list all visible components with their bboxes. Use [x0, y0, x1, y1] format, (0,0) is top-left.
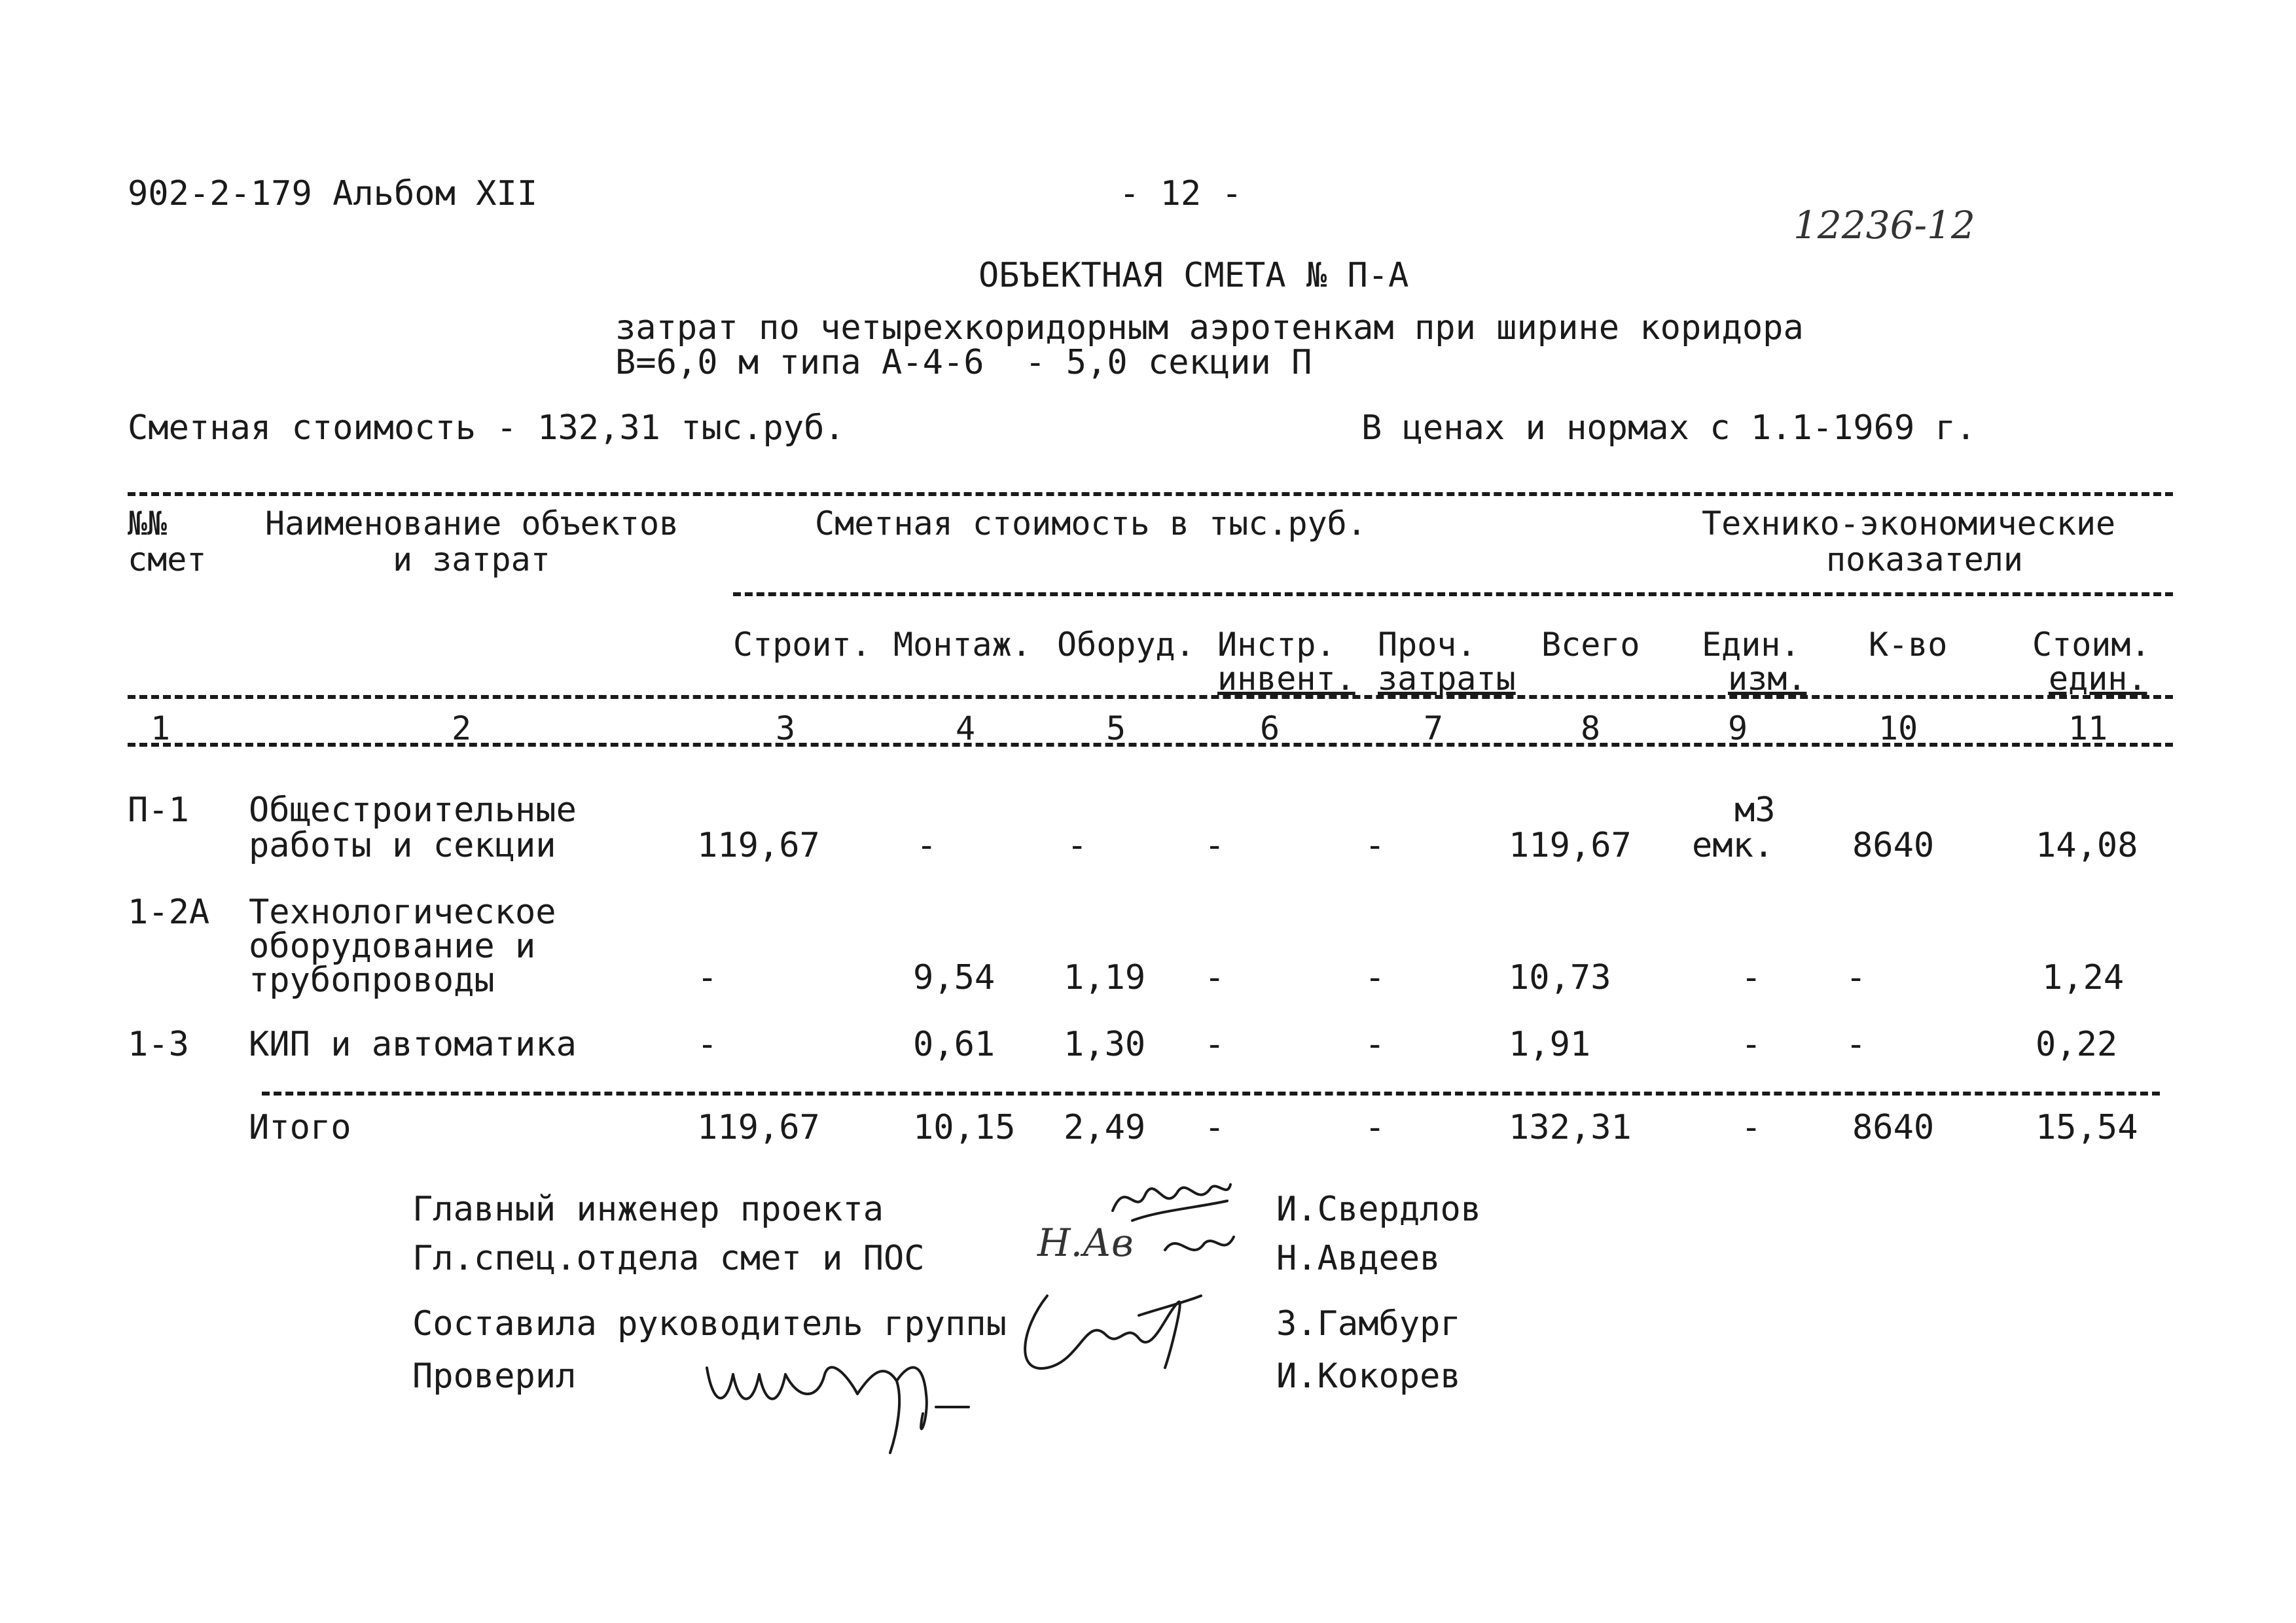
- table-cell-stoim: 14,08: [2036, 826, 2138, 865]
- signature-name: Н.Авдеев: [1276, 1239, 1441, 1278]
- table-row-name: оборудование и: [249, 927, 536, 966]
- document-code: 902-2-179 Альбом XII: [128, 174, 538, 213]
- total-oborud: 2,49: [1064, 1108, 1146, 1147]
- table-row-name: Общестроительные: [249, 791, 577, 830]
- col-header-montazh: Монтаж.: [893, 626, 1031, 664]
- signature-role: Проверил: [412, 1357, 577, 1396]
- table-cell-montazh: -: [916, 826, 937, 865]
- handwritten-initials: Н.Ав: [1037, 1221, 1134, 1265]
- table-cell-edin: -: [1741, 958, 1762, 997]
- col-header-instr-2: инвент.: [1217, 660, 1355, 698]
- table-row-num: 1-3: [128, 1025, 189, 1064]
- col-header-cost-group: Сметная стоимость в тыс.руб.: [815, 505, 1367, 543]
- signature-role: Гл.спец.отдела смет и ПОС: [412, 1239, 925, 1278]
- total-stoim: 15,54: [2036, 1108, 2138, 1147]
- col-number: 10: [1878, 709, 1918, 747]
- total-stroit: 119,67: [697, 1108, 820, 1147]
- table-cell-proch: -: [1365, 958, 1386, 997]
- table-row-num: 1-2А: [128, 893, 210, 932]
- handwritten-signature-3: [1008, 1276, 1204, 1387]
- price-basis: В ценах и нормах с 1.1-1969 г.: [1361, 408, 1977, 448]
- col-header-name-1: Наименование объектов: [265, 505, 679, 543]
- table-cell-stoim: 0,22: [2036, 1025, 2118, 1064]
- col-header-tech-group-1: Технико-экономические: [1702, 505, 2116, 543]
- col-number: 9: [1728, 709, 1748, 747]
- table-cell-oborud: 1,30: [1064, 1025, 1146, 1064]
- total-kvo: 8640: [1852, 1108, 1935, 1147]
- table-cell-instr: -: [1204, 826, 1225, 865]
- table-cell-proch: -: [1365, 826, 1386, 865]
- total-label: Итого: [249, 1108, 351, 1147]
- col-header-stoim-2: един.: [2049, 660, 2147, 698]
- col-header-oborud: Оборуд.: [1057, 626, 1195, 664]
- table-cell-oborud: -: [1067, 826, 1088, 865]
- table-cell-oborud: 1,19: [1064, 958, 1146, 997]
- table-cell-stroit: -: [697, 958, 718, 997]
- page-number: - 12 -: [1119, 174, 1242, 213]
- table-cell-stroit: 119,67: [697, 826, 820, 865]
- estimate-subtitle-line1: затрат по четырехкоридорным аэротенкам при ширине коридора: [615, 308, 1804, 348]
- signature-role: Составила руководитель группы: [412, 1304, 1007, 1344]
- table-row-num: П-1: [128, 791, 189, 830]
- col-header-edin-2: изм.: [1728, 660, 1807, 698]
- subheader-rule: [128, 695, 2173, 699]
- table-cell-kvo: -: [1846, 1025, 1867, 1064]
- table-cell-proch: -: [1365, 1025, 1386, 1064]
- signature-name: И.Кокорев: [1276, 1357, 1461, 1396]
- col-header-instr-1: Инстр.: [1217, 626, 1336, 664]
- signature-role: Главный инженер проекта: [412, 1190, 884, 1229]
- table-row-name: КИП и автоматика: [249, 1025, 577, 1064]
- signature-name: З.Гамбург: [1276, 1304, 1461, 1344]
- col-header-num-2: смет: [128, 541, 207, 579]
- col-header-num-1: №№: [128, 505, 168, 543]
- table-row-name: трубопроводы: [249, 961, 495, 1000]
- estimate-title: ОБЪЕКТНАЯ СМЕТА № П-А: [978, 256, 1409, 295]
- table-row-name: работы и секции: [249, 826, 556, 865]
- col-number: 7: [1424, 709, 1444, 747]
- col-number: 6: [1260, 709, 1280, 747]
- handwritten-signature-4: [700, 1335, 1001, 1459]
- table-cell-vsego: 119,67: [1509, 826, 1632, 865]
- table-cell-kvo: 8640: [1852, 826, 1935, 865]
- table-cell-montazh: 9,54: [913, 958, 996, 997]
- estimate-subtitle-line2: В=6,0 м типа А-4-6 - 5,0 секции П: [615, 343, 1312, 382]
- table-cell-stoim: 1,24: [2042, 958, 2125, 997]
- col-header-proch-1: Проч.: [1378, 626, 1477, 664]
- col-header-edin-1: Един.: [1702, 626, 1801, 664]
- col-header-kvo: К-во: [1869, 626, 1948, 664]
- col-header-stroit: Строит.: [733, 626, 871, 664]
- total-vsego: 132,31: [1509, 1108, 1632, 1147]
- col-header-name-2: и затрат: [393, 541, 550, 579]
- handwritten-reference: 12236-12: [1793, 203, 1975, 247]
- table-row-name: Технологическое: [249, 893, 556, 932]
- col-number: 1: [151, 709, 171, 747]
- col-number: 11: [2068, 709, 2108, 747]
- col-number: 8: [1581, 709, 1601, 747]
- cost-group-rule: [733, 592, 2173, 596]
- table-cell-vsego: 1,91: [1509, 1025, 1591, 1064]
- table-cell-edin: м3: [1734, 791, 1776, 830]
- col-number: 4: [956, 709, 976, 747]
- handwritten-signature-2: [1158, 1224, 1237, 1270]
- col-header-vsego: Всего: [1541, 626, 1640, 664]
- table-cell-stroit: -: [697, 1025, 718, 1064]
- table-cell-kvo: -: [1846, 958, 1867, 997]
- col-number: 2: [452, 709, 472, 747]
- table-top-rule: [128, 492, 2173, 496]
- col-number: 3: [776, 709, 796, 747]
- total-rule: [262, 1092, 2160, 1096]
- table-cell-edin: -: [1741, 1025, 1762, 1064]
- table-cell-vsego: 10,73: [1509, 958, 1611, 997]
- total-proch: -: [1365, 1108, 1386, 1147]
- table-cell-edin: емк.: [1692, 826, 1774, 865]
- col-number: 5: [1106, 709, 1126, 747]
- total-montazh: 10,15: [913, 1108, 1016, 1147]
- table-cell-montazh: 0,61: [913, 1025, 996, 1064]
- signature-name: И.Свердлов: [1276, 1190, 1482, 1229]
- col-header-proch-2: затраты: [1378, 660, 1516, 698]
- col-header-tech-group-2: показатели: [1826, 541, 2024, 579]
- colnum-rule: [128, 743, 2173, 747]
- table-cell-instr: -: [1204, 958, 1225, 997]
- col-header-stoim-1: Стоим.: [2032, 626, 2151, 664]
- estimated-cost: Сметная стоимость - 132,31 тыс.руб.: [128, 408, 845, 448]
- total-instr: -: [1204, 1108, 1225, 1147]
- table-cell-instr: -: [1204, 1025, 1225, 1064]
- total-edin: -: [1741, 1108, 1762, 1147]
